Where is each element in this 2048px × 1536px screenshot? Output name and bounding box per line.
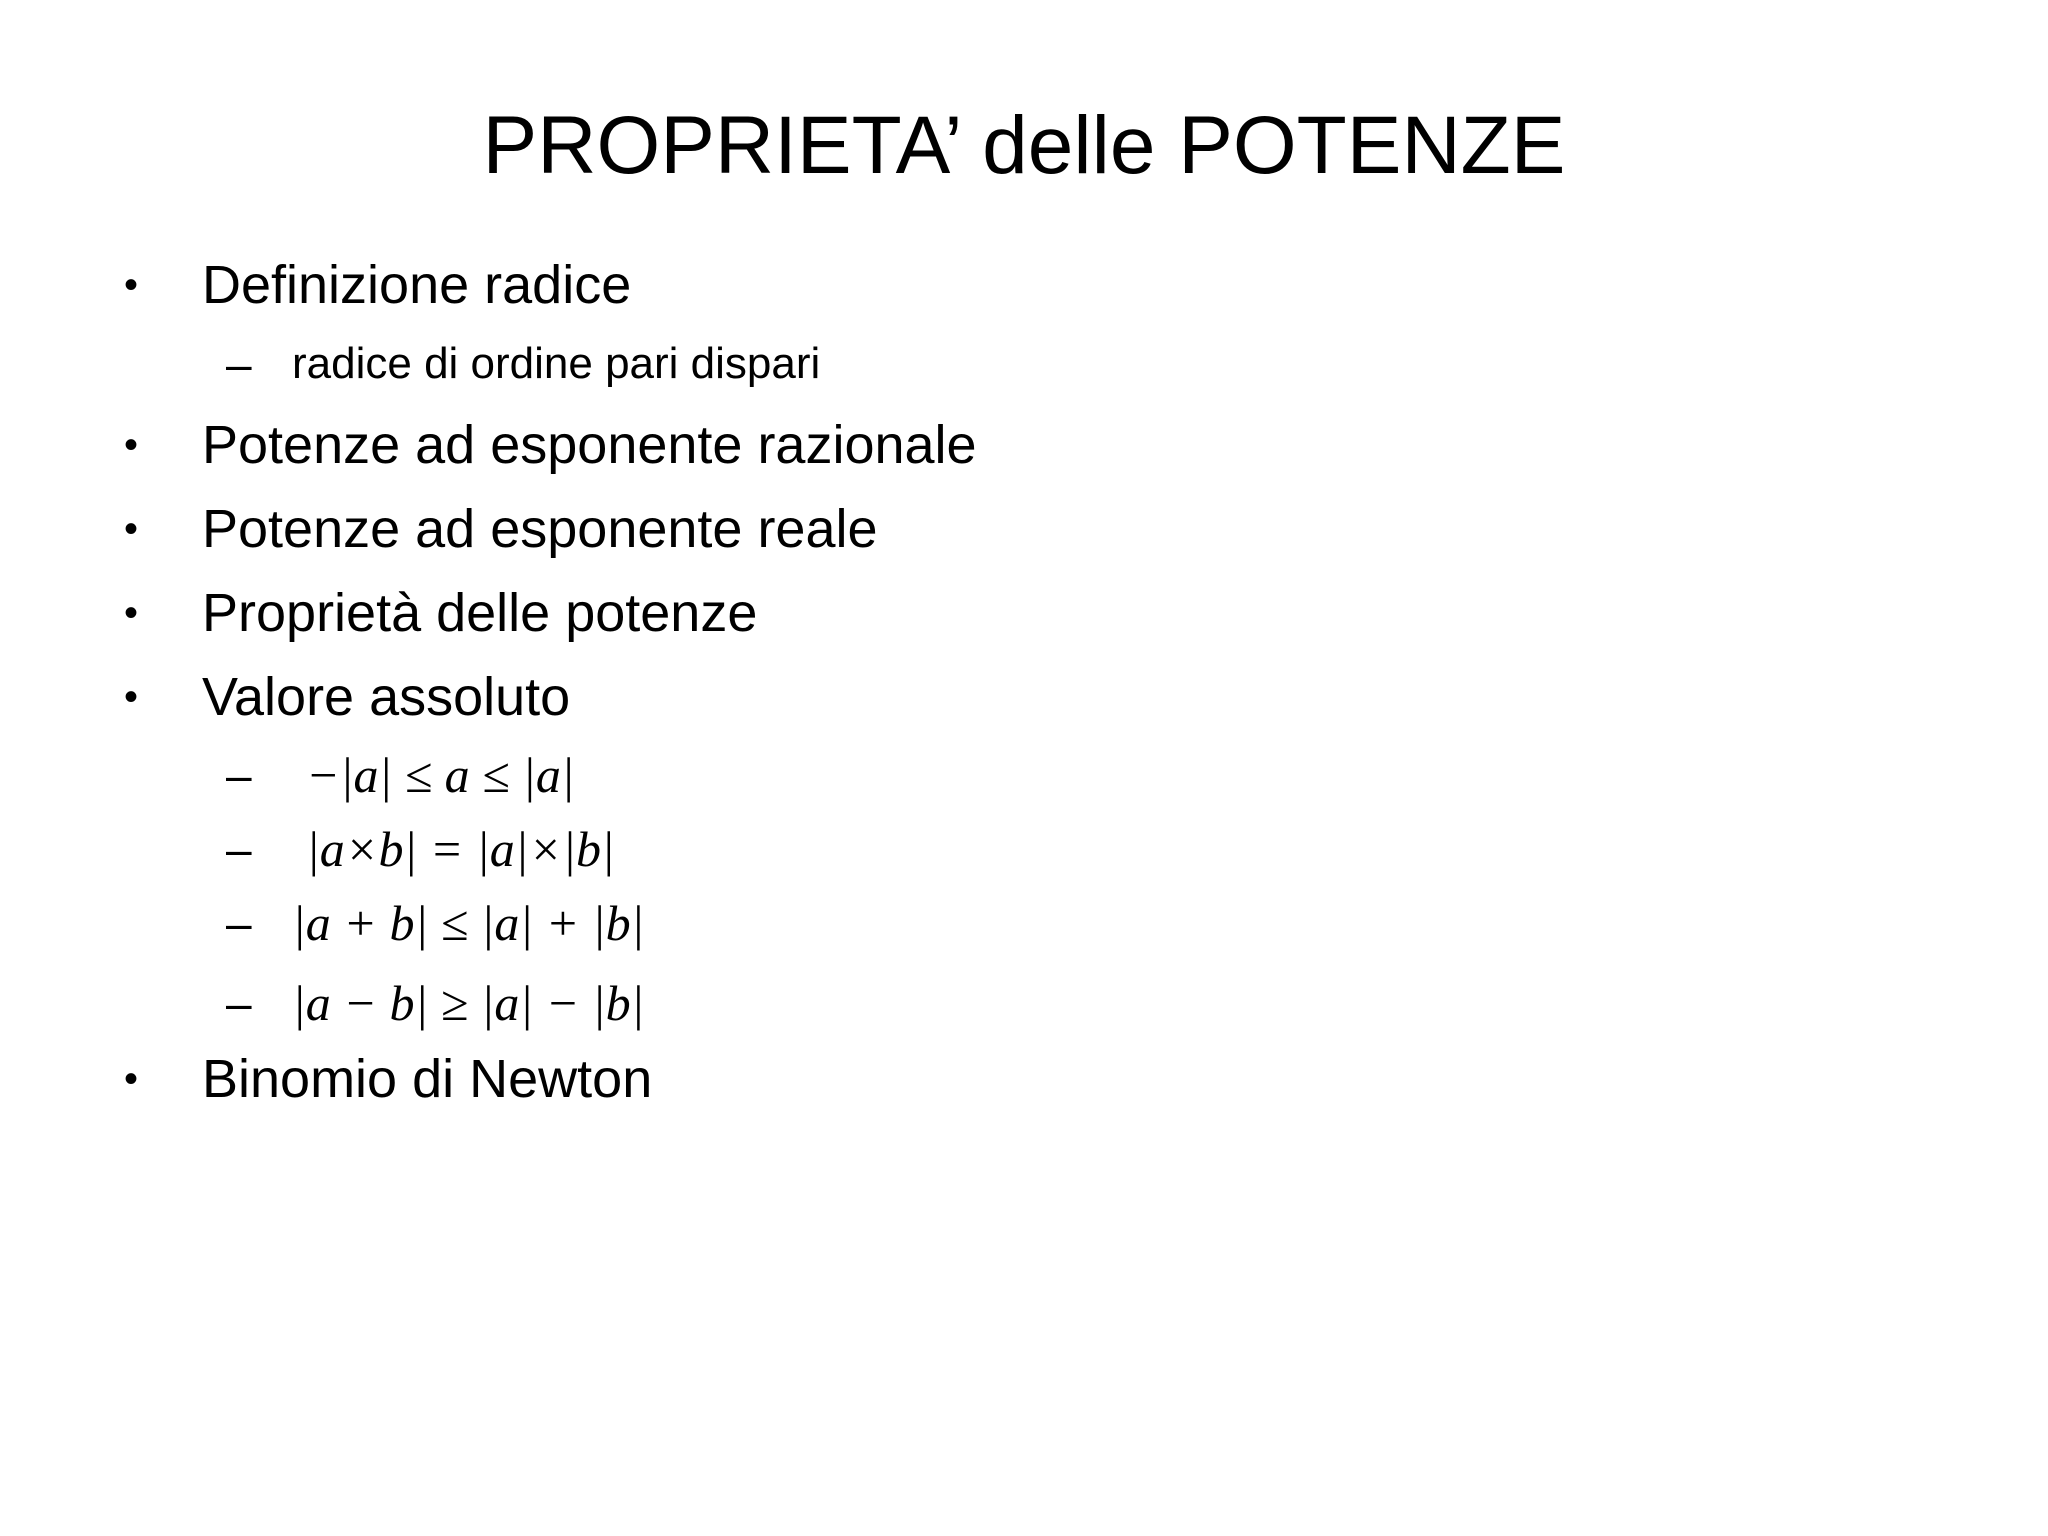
formula: −|a| ≤ a ≤ |a| — [306, 747, 575, 803]
bullet-icon: • — [124, 507, 139, 551]
bullet-icon: • — [124, 591, 139, 635]
bullet-text: Potenze ad esponente reale — [202, 499, 878, 559]
slide-title: PROPRIETA’ delle POTENZE — [482, 100, 1566, 191]
formula: |a×b| = |a|×|b| — [306, 821, 615, 877]
bullet-icon: • — [124, 1057, 139, 1101]
bullet-text: Proprietà delle potenze — [202, 583, 758, 643]
dash-icon: – — [226, 897, 252, 949]
bullet-text: Binomio di Newton — [202, 1049, 653, 1109]
bullet-text: Potenze ad esponente razionale — [202, 415, 977, 475]
bullet-icon: • — [124, 423, 139, 467]
formula: |a − b| ≥ |a| − |b| — [292, 975, 645, 1031]
dash-icon: – — [226, 749, 252, 801]
sub-bullet-text: radice di ordine pari dispari — [292, 339, 821, 388]
dash-icon: – — [226, 977, 252, 1029]
bullet-text: Valore assoluto — [202, 667, 571, 727]
dash-icon: – — [226, 338, 252, 390]
bullet-text: Definizione radice — [202, 255, 632, 315]
formula: |a + b| ≤ |a| + |b| — [292, 895, 645, 951]
bullet-icon: • — [124, 263, 139, 307]
bullet-icon: • — [124, 675, 139, 719]
dash-icon: – — [226, 823, 252, 875]
